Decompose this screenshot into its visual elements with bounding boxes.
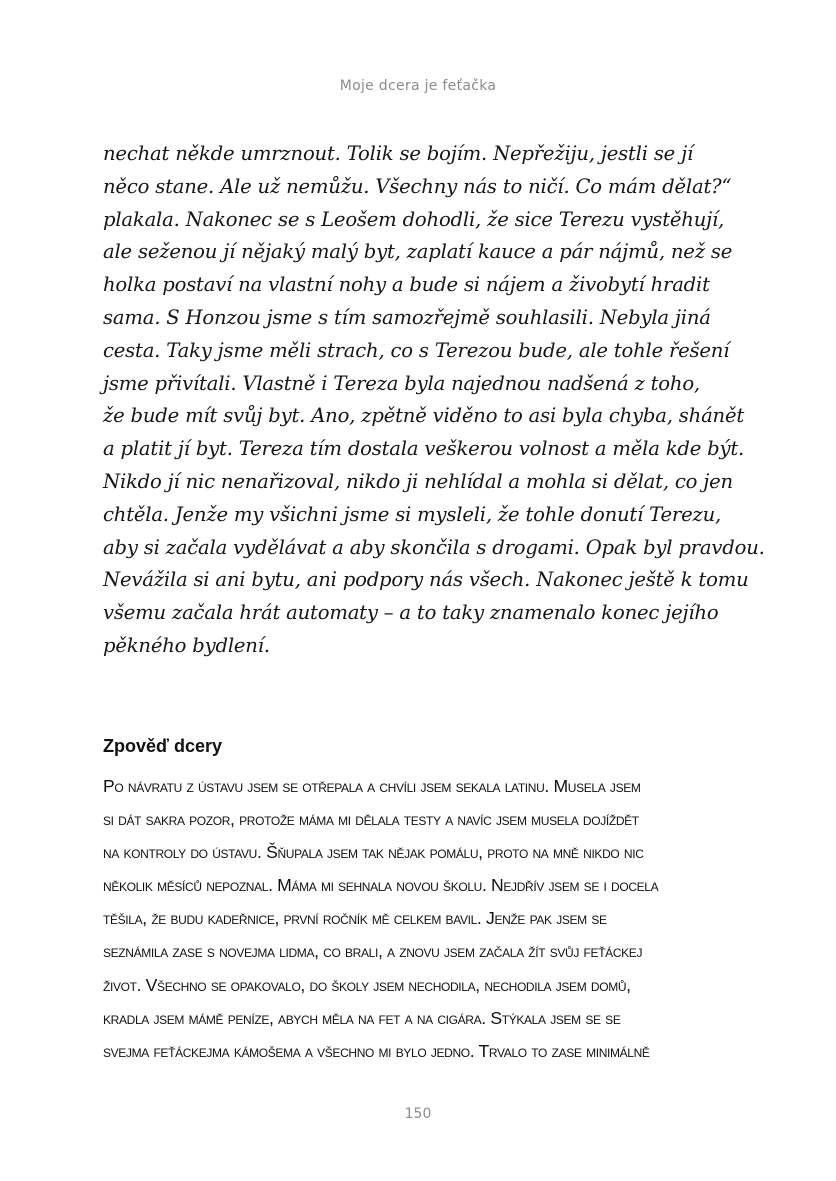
body-line: svejma feťáckejma kámošema a všechno mi bylo jedno. Trvalo to zase minimálně [103,1040,650,1061]
handwritten-line: a platit jí byt. Tereza tím dostala veškerou volnost a měla kde být. [103,437,745,461]
body-line: si dát sakra pozor, protože máma mi dělala testy a navíc jsem musela dojíždět [103,809,639,830]
handwritten-line: pěkného bydlení. [103,633,270,657]
running-header: Moje dcera je feťačka [339,78,497,94]
handwritten-line: jsme přivítali. Vlastně i Tereza byla najednou nadšená z toho, [103,371,700,395]
body-line: seznámila zase s novejma lidma, co brali, a znovu jsem začala žít svůj feťáckej [103,941,643,962]
handwritten-line: holka postaví na vlastní nohy a bude si nájem a živobytí hradit [103,273,710,297]
handwritten-passage [103,138,765,663]
body-line: těšila, že budu kadeřnice, první ročník mě celkem bavil. Jenže pak jsem se [103,908,607,929]
handwritten-line: plakala. Nakonec se s Leošem dohodli, že sice Terezu vystěhují, [103,207,725,231]
handwritten-line: všemu začala hrát automaty – a to taky znamenalo konec jejího [103,601,719,625]
section-heading: Zpověď dcery [103,736,222,756]
handwritten-line: nechat někde umrznout. Tolik se bojím. Nepřežiju, jestli se jí [103,142,694,165]
handwritten-line: chtěla. Jenže my všichni jsme si mysleli, že tohle donutí Terezu, [103,502,722,526]
body-line: život. Všechno se opakovalo, do školy jsem nechodila, nechodila jsem domů, [103,974,631,995]
handwritten-line: ale seženou jí nějaký malý byt, zaplatí kauce a pár nájmů, než se [103,240,733,264]
handwritten-line: něco stane. Ale už nemůžu. Všechny nás to ničí. Co mám dělat?“ [103,174,732,198]
body-line: na kontroly do ústavu. Šňupala jsem tak nějak pomálu, proto na mně nikdo nic [103,842,644,863]
body-line: kradla jsem mámě peníze, abych měla na fet a na cigára. Stýkala jsem se se [103,1007,621,1028]
section-body [103,770,743,1068]
handwritten-line: sama. S Honzou jsme s tím samozřejmě souhlasili. Nebyla jiná [103,305,711,329]
handwritten-line: cesta. Taky jsme měli strach, co s Terezou bude, ale tohle řešení [103,338,730,362]
page-number: 150 [404,1106,432,1122]
handwritten-line: aby si začala vydělávat a aby skončila s drogami. Opak byl pravdou. [103,535,765,559]
body-line: Po návratu z ústavu jsem se otřepala a chvíli jsem sekala latinu. Musela jsem [103,776,641,796]
body-line: několik měsíců nepoznal. Máma mi sehnala novou školu. Nejdřív jsem se i docela [103,875,659,896]
handwritten-line: Nikdo jí nic nenařizoval, nikdo ji nehlídal a mohla si dělat, co jen [103,469,733,493]
handwritten-line: Nevážila si ani bytu, ani podpory nás všech. Nakonec ještě k tomu [103,568,749,592]
handwritten-line: že bude mít svůj byt. Ano, zpětně viděno to asi byla chyba, shánět [103,404,745,428]
